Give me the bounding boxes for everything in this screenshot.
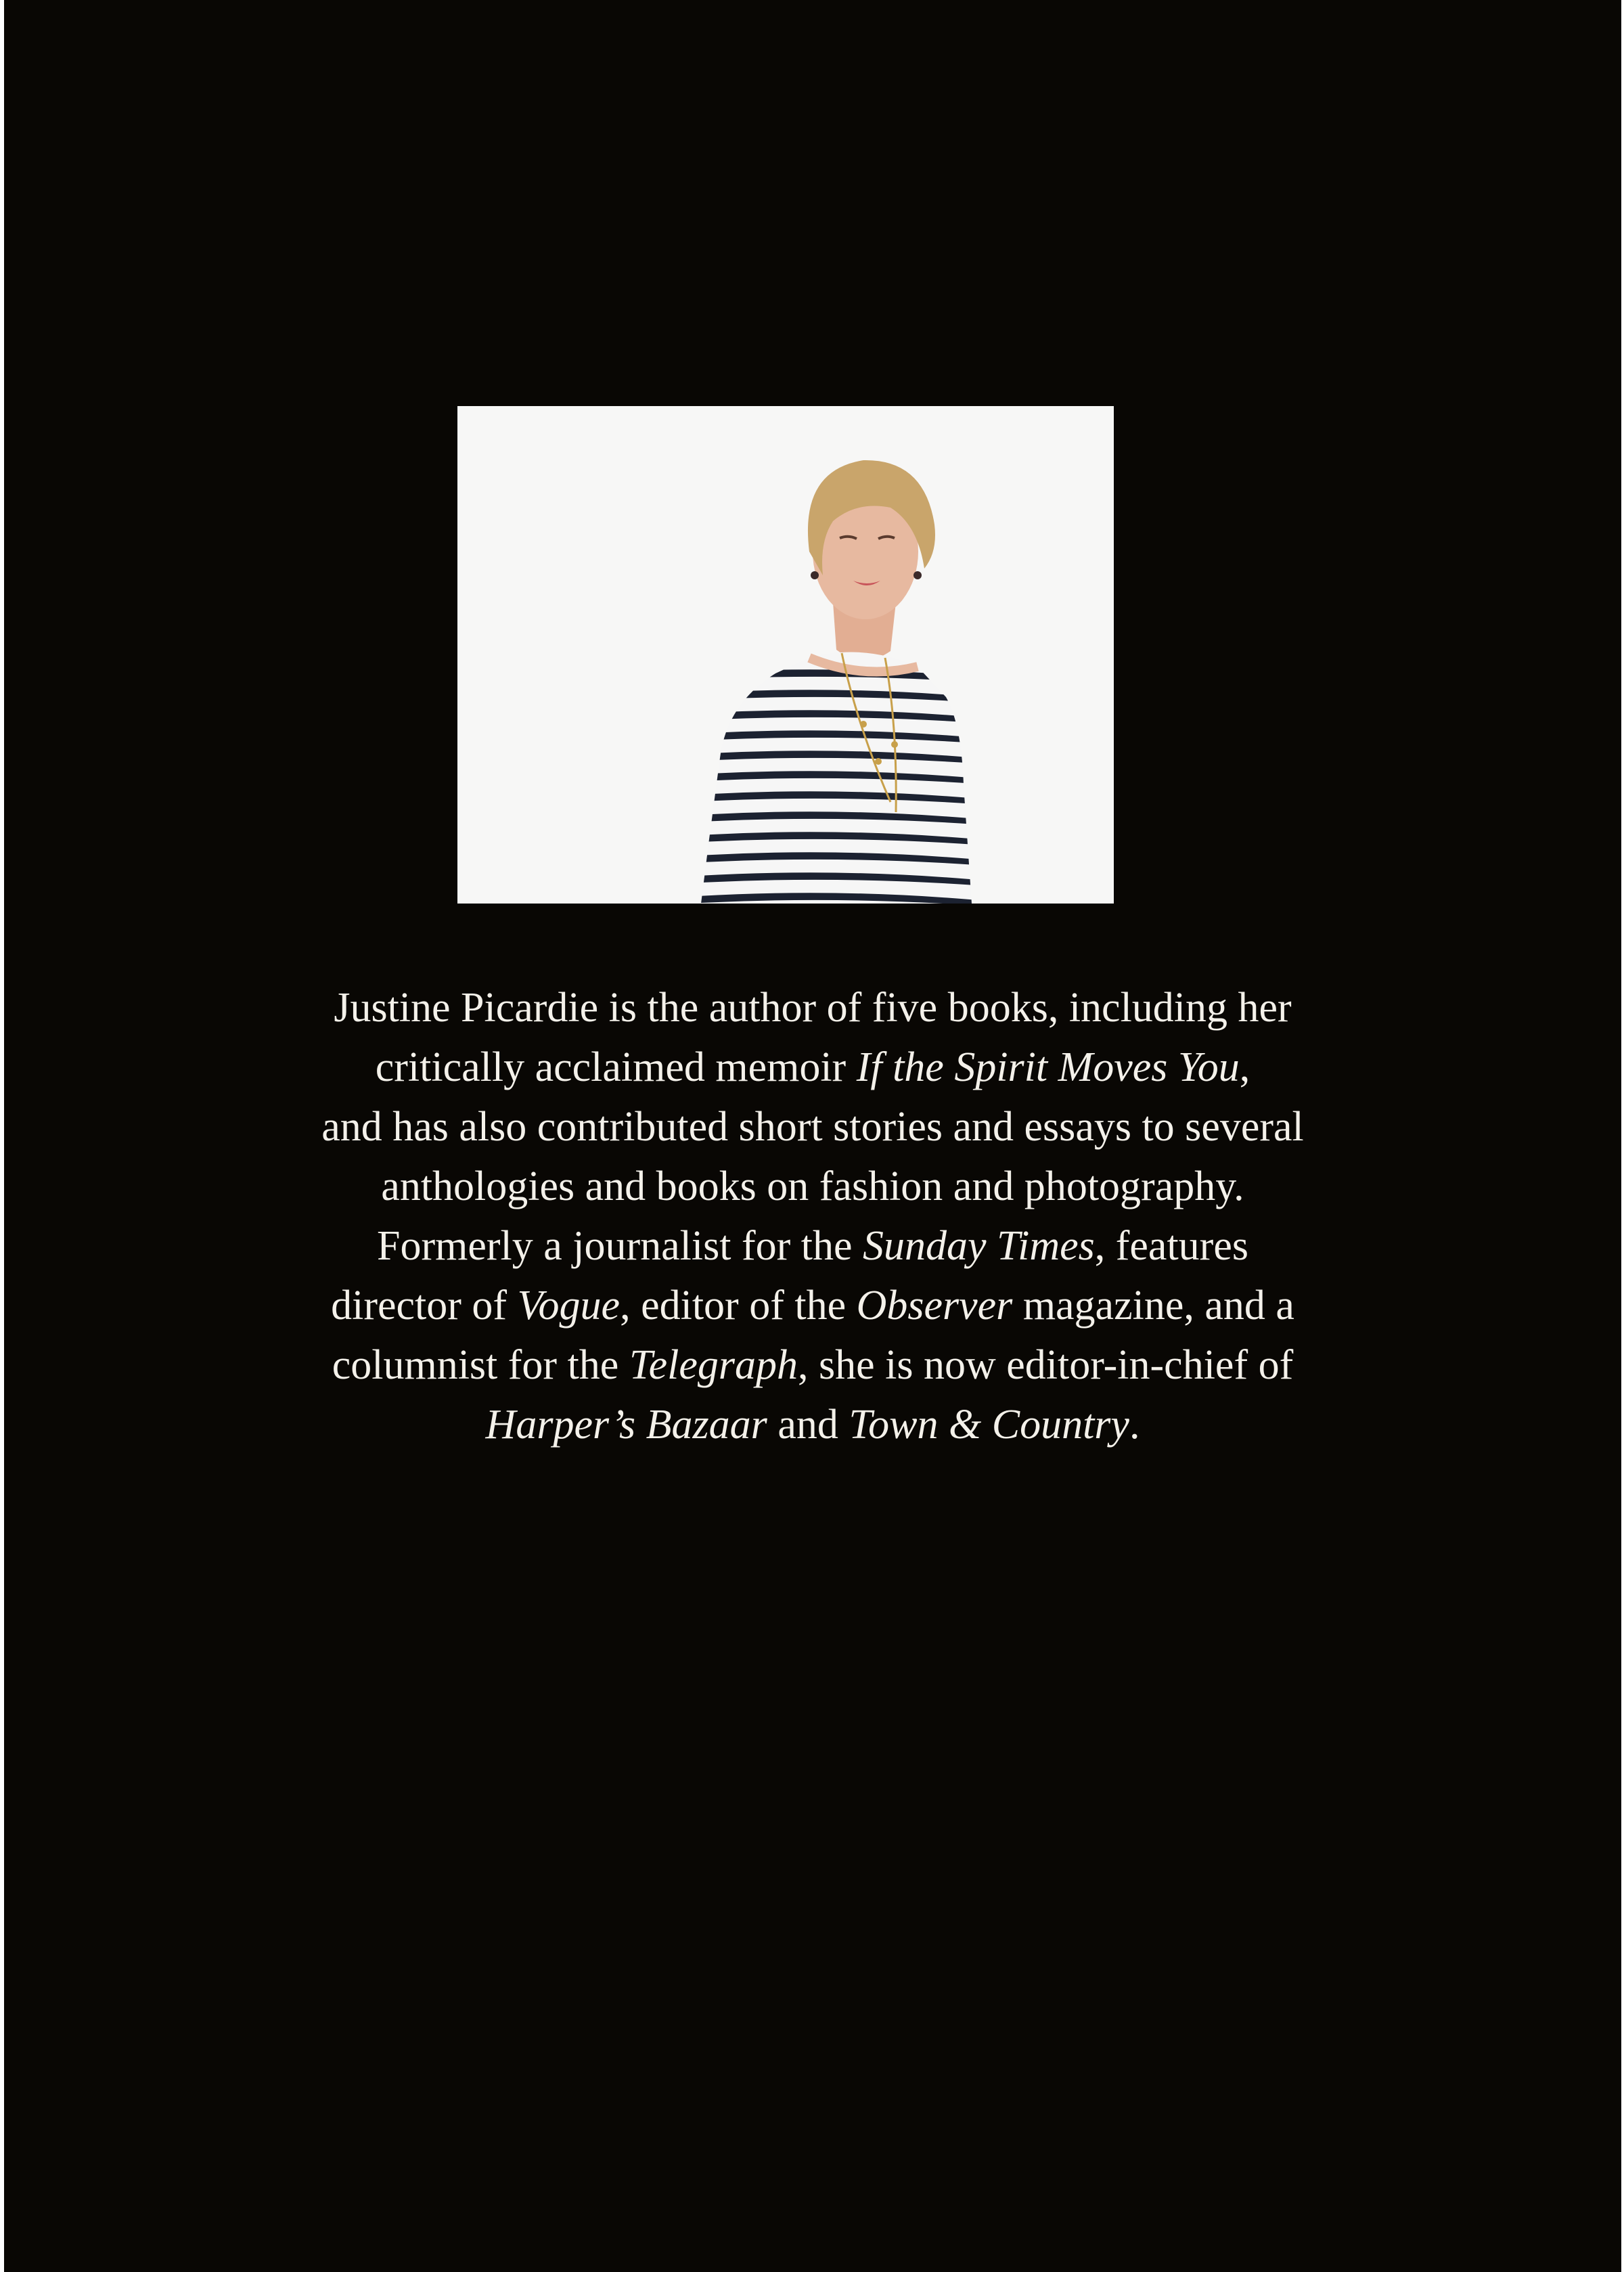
- bio-text: and: [767, 1402, 849, 1448]
- bio-text: , features: [1094, 1223, 1248, 1269]
- bio-title-italic: Sunday Times: [863, 1223, 1095, 1269]
- bio-title-italic: Observer: [856, 1283, 1013, 1329]
- bio-text: critically acclaimed memoir: [375, 1044, 857, 1090]
- bio-title-italic: Vogue: [517, 1283, 621, 1329]
- bio-text: .: [1129, 1402, 1140, 1448]
- bio-text: Justine Picardie is the author of five books, including her: [334, 985, 1292, 1031]
- bio-line: [207, 1276, 1418, 1335]
- book-back-page: [4, 0, 1621, 2272]
- bio-text: and has also contributed short stories and essays to several: [321, 1104, 1304, 1150]
- bio-title-italic: Town & Country: [849, 1402, 1129, 1448]
- author-bio: [207, 978, 1418, 1454]
- bio-text: magazine, and a: [1012, 1283, 1294, 1329]
- bio-line: [207, 1038, 1418, 1097]
- bio-line: [207, 1335, 1418, 1395]
- bio-text: director of: [331, 1283, 518, 1329]
- bio-text: anthologies and books on fashion and photography.: [381, 1163, 1244, 1209]
- bio-text: columnist for the: [332, 1342, 629, 1388]
- bio-line: [207, 1157, 1418, 1216]
- bio-text: , editor of the: [620, 1283, 857, 1329]
- bio-title-italic: Telegraph: [629, 1342, 798, 1388]
- bio-line: [207, 1097, 1418, 1157]
- bio-text: ,: [1239, 1044, 1250, 1090]
- author-photo: [457, 406, 1114, 904]
- bio-text: , she is now editor-in-chief of: [798, 1342, 1294, 1388]
- bio-line: [207, 978, 1418, 1038]
- bio-line: [207, 1216, 1418, 1276]
- bio-title-italic: If the Spirit Moves You: [856, 1044, 1240, 1090]
- bio-line: [207, 1395, 1418, 1454]
- bio-title-italic: Harper’s Bazaar: [485, 1402, 767, 1448]
- bio-text: Formerly a journalist for the: [377, 1223, 863, 1269]
